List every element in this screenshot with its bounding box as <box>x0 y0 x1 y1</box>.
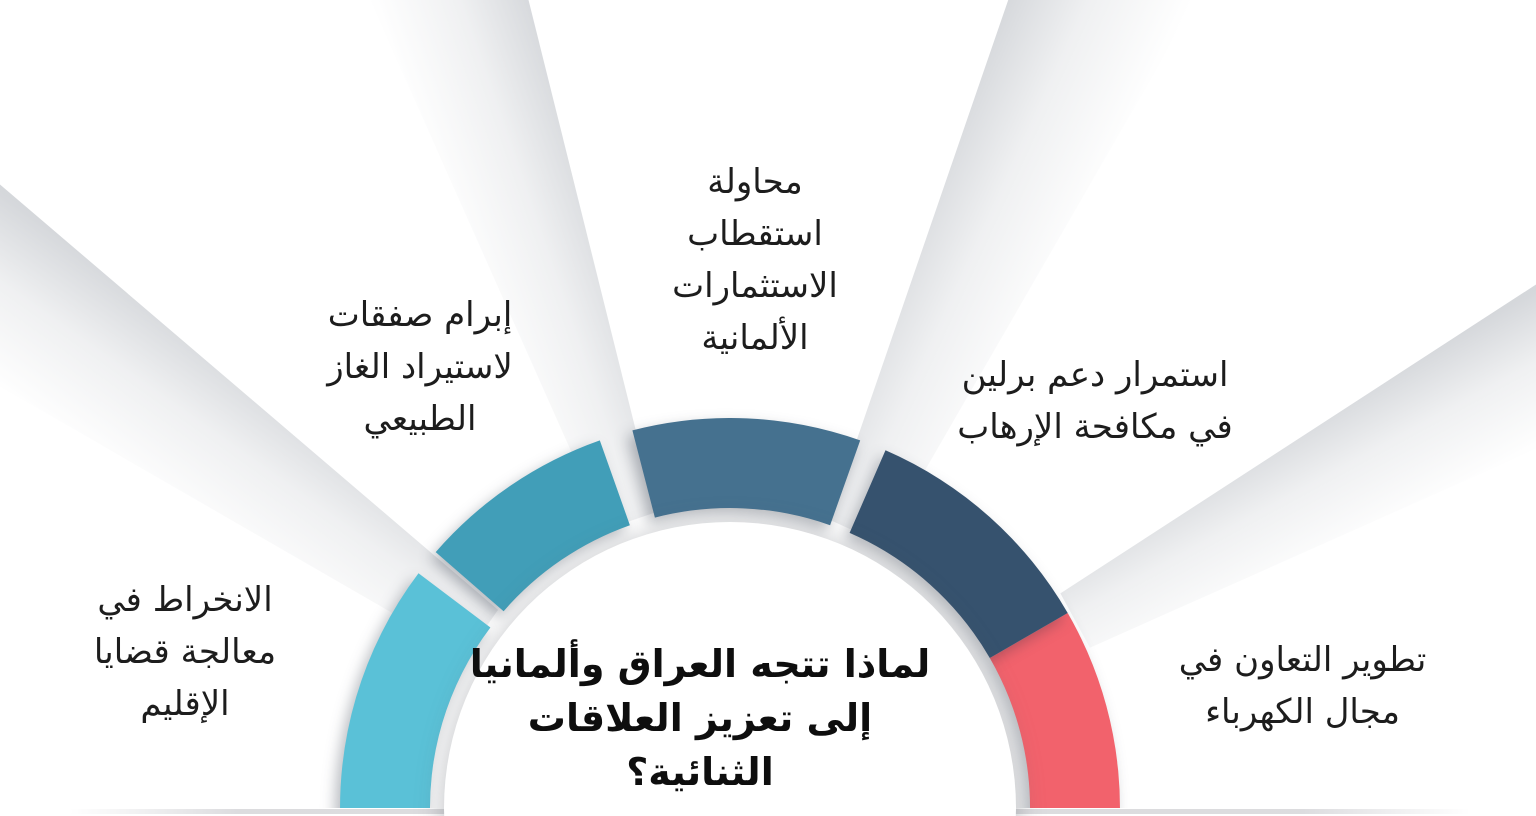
label-line: إبرام صفقات <box>327 295 513 335</box>
label-line: في مكافحة الإرهاب <box>957 407 1233 447</box>
segment-arc-german-investments <box>632 418 860 525</box>
label-line: محاولة <box>707 162 803 202</box>
label-line: الإقليم <box>140 684 230 724</box>
label-line: الطبيعي <box>363 399 477 439</box>
segment-label-electricity-cooperation <box>1130 634 1475 738</box>
label-line: استقطاب <box>687 214 823 254</box>
segment-label-german-investments <box>605 156 905 364</box>
title-line: إلى تعزيز العلاقات <box>527 696 873 740</box>
label-line: استمرار دعم برلين <box>961 355 1229 395</box>
label-line: الاستثمارات <box>672 266 838 306</box>
label-line: تطوير التعاون في <box>1178 640 1427 680</box>
label-line: لاستيراد الغاز <box>327 347 513 387</box>
title-line: الثنائية؟ <box>626 750 774 794</box>
segment-label-regional-issues <box>30 574 340 730</box>
label-line: معالجة قضايا <box>93 632 277 672</box>
label-line: الانخراط في <box>97 580 273 620</box>
center-question <box>440 637 960 799</box>
segment-label-gas-import-deals <box>265 289 575 445</box>
segment-label-berlin-counterterrorism-support <box>880 349 1310 453</box>
title-line: لماذا تتجه العراق وألمانيا <box>469 642 931 686</box>
label-line: الألمانية <box>701 318 809 358</box>
label-line: مجال الكهرباء <box>1205 692 1400 732</box>
